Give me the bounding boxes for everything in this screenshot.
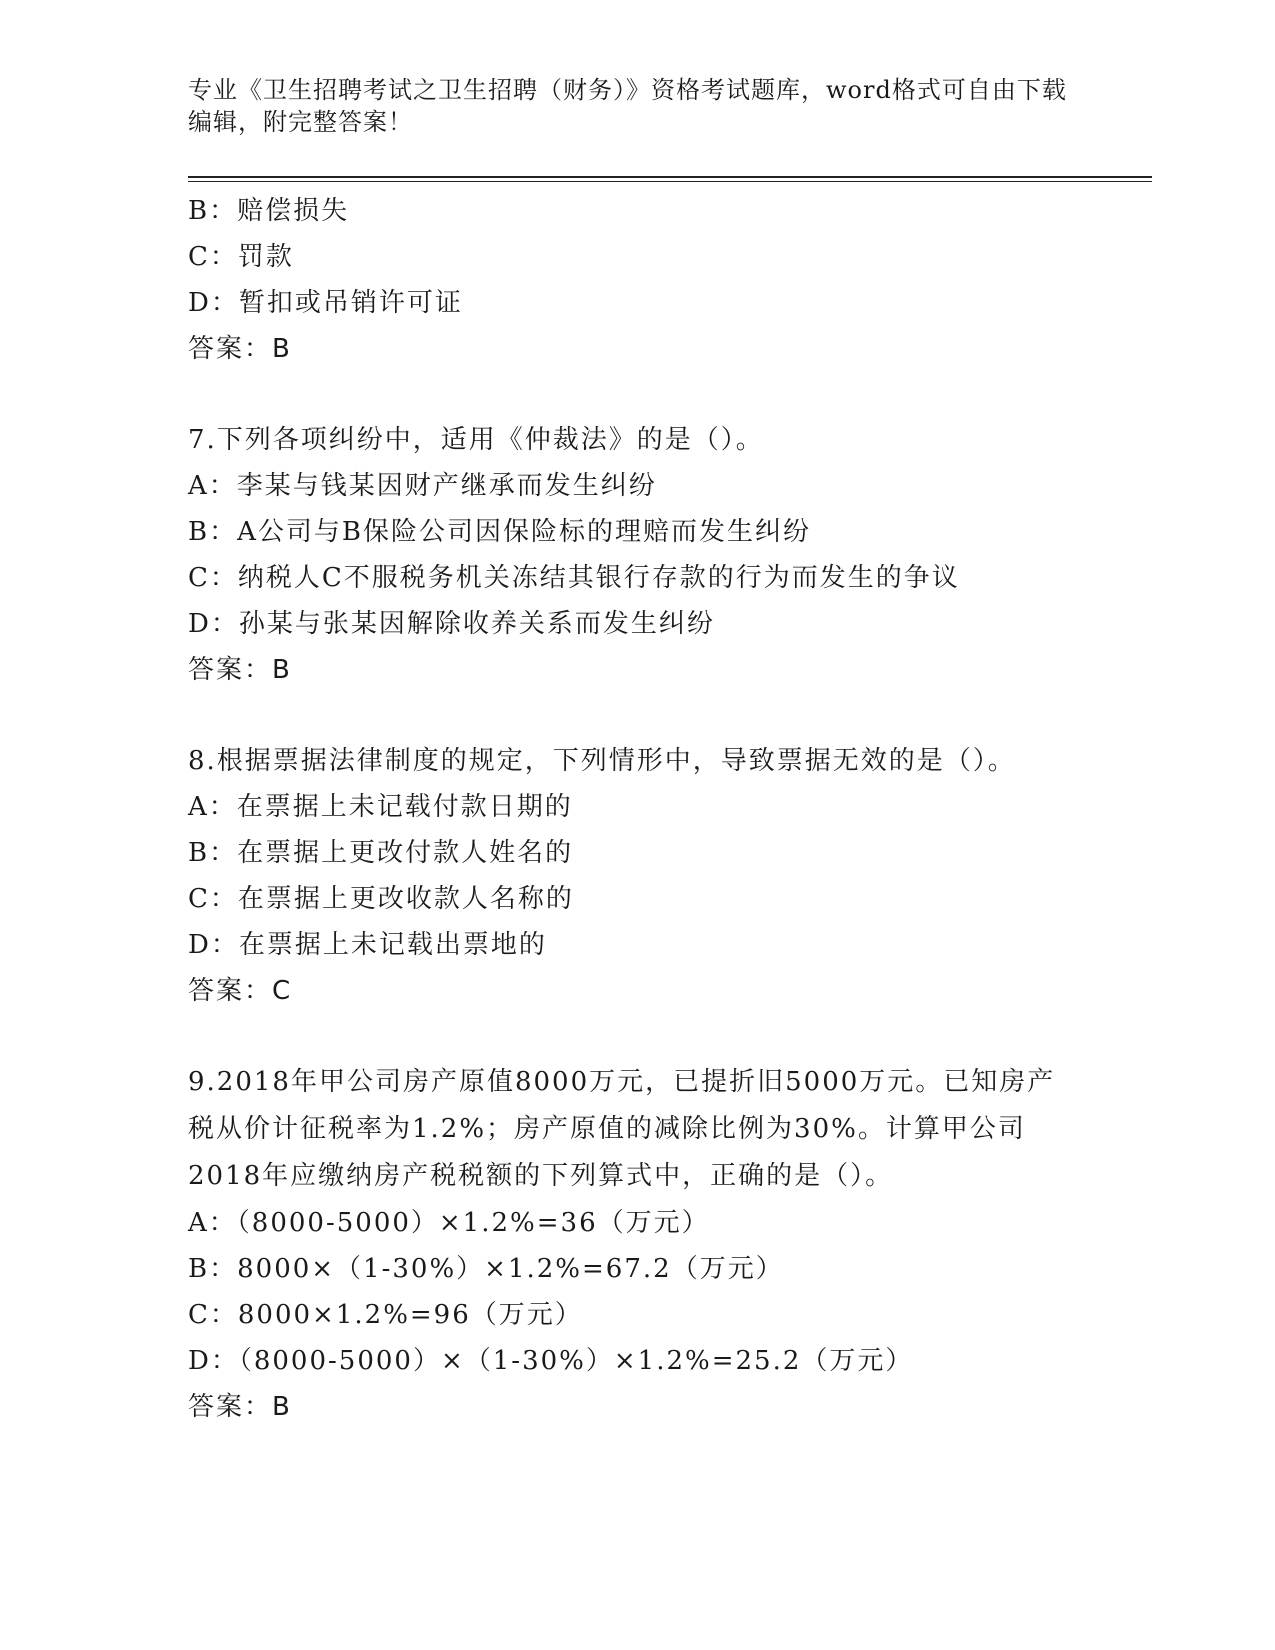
option-d: D：（8000-5000）×（1-30%）×1.2%=25.2（万元） [188, 1346, 914, 1376]
header-rule-thick [188, 176, 1152, 178]
question-stem-line-3: 2018年应缴纳房产税税额的下列算式中，正确的是（）。 [188, 1161, 894, 1191]
option-b: B：在票据上更改付款人姓名的 [188, 838, 574, 868]
option-d: D：在票据上未记载出票地的 [188, 930, 547, 960]
option-c: C：纳税人C不服税务机关冻结其银行存款的行为而发生的争议 [188, 563, 960, 593]
answer: 答案：B [188, 334, 292, 364]
question-7 [188, 417, 1088, 693]
question-stem: 7.下列各项纠纷中，适用《仲裁法》的是（）。 [188, 425, 764, 455]
option-a: A：在票据上未记载付款日期的 [188, 792, 573, 822]
question-stem: 8.根据票据法律制度的规定，下列情形中，导致票据无效的是（）。 [188, 746, 1016, 776]
answer: 答案：B [188, 1392, 292, 1422]
document-header [188, 74, 1088, 138]
header-rule-thin [188, 181, 1152, 182]
header-line-2: 编辑，附完整答案！ [188, 108, 413, 136]
question-6-tail [188, 188, 1088, 372]
option-b: B：A公司与B保险公司因保险标的理赔而发生纠纷 [188, 517, 811, 547]
question-9 [188, 1059, 1088, 1430]
option-c: C：罚款 [188, 242, 294, 272]
option-d: D：孙某与张某因解除收养关系而发生纠纷 [188, 609, 715, 639]
answer: 答案：B [188, 655, 292, 685]
option-a: A：（8000-5000）×1.2%=36（万元） [188, 1208, 710, 1238]
option-a: A：李某与钱某因财产继承而发生纠纷 [188, 471, 657, 501]
question-8 [188, 738, 1088, 1014]
option-b: B：赔偿损失 [188, 196, 350, 226]
question-stem-line-2: 税从价计征税率为1.2%；房产原值的减除比例为30%。计算甲公司 [188, 1114, 1026, 1144]
answer: 答案：C [188, 976, 293, 1006]
question-content [188, 188, 1088, 1430]
option-b: B：8000×（1-30%）×1.2%=67.2（万元） [188, 1254, 784, 1284]
option-c: C：在票据上更改收款人名称的 [188, 884, 574, 914]
header-line-1: 专业《卫生招聘考试之卫生招聘（财务）》资格考试题库，word格式可自由下载 [188, 76, 1067, 104]
question-stem-line-1: 9.2018年甲公司房产原值8000万元，已提折旧5000万元。已知房产 [188, 1067, 1056, 1097]
option-c: C：8000×1.2%=96（万元） [188, 1300, 583, 1330]
option-d: D：暂扣或吊销许可证 [188, 288, 463, 318]
